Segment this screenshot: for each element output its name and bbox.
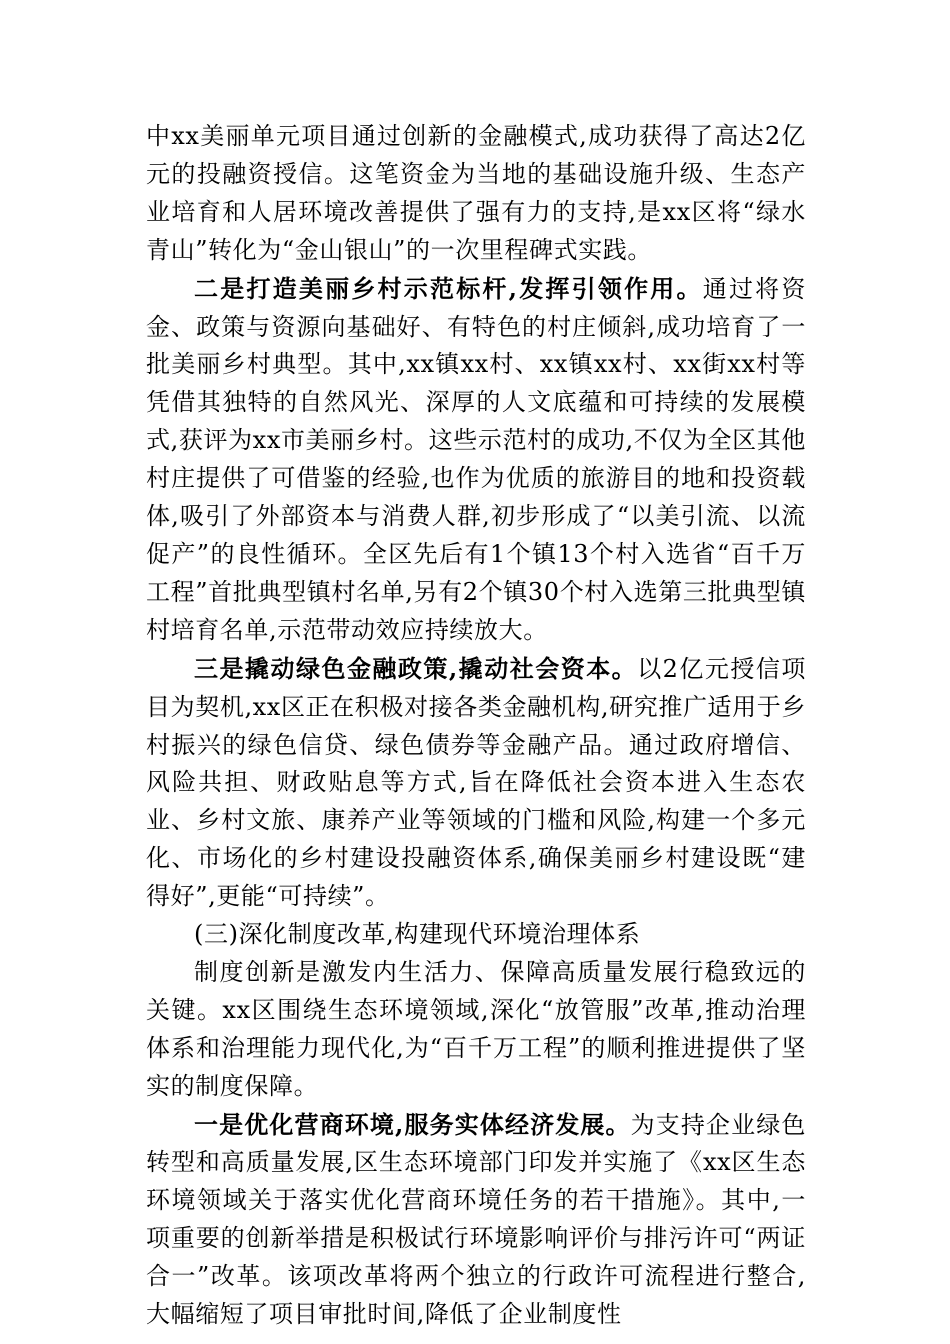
section-heading-text: (三)深化制度改革,构建现代环境治理体系 [194,920,641,949]
paragraph-green-finance [146,650,806,916]
section-heading [146,916,806,954]
paragraph-text: 通过将资金、政策与资源向基础好、有特色的村庄倾斜,成功培育了一批美丽乡村典型。其中,xx镇xx村、xx镇xx村、xx街xx村等凭借其独特的自然风光、深厚的人文底蕴和可持续的发展模式,获评为xx市美丽乡村。这些示范村的成功,不仅为全区其他村庄提供了可借鉴的经验,也作为优质的旅游目的地和投资载体,吸引了外部资本与消费人群,初步形成了“以美引流、以流促产”的良性循环。全区先后有1个镇13个村入选省“百千万工程”首批典型镇村名单,另有2个镇30个村入选第三批典型镇村培育名单,示范带动效应持续放大。 [146,274,806,644]
paragraph-lead-bold: 一是优化营商环境,服务实体经济发展。 [194,1109,631,1139]
paragraph-text: 为支持企业绿色转型和高质量发展,区生态环境部门印发并实施了《xx区生态环境领域关于落实优化营商环境任务的若干措施》。其中,一项重要的创新举措是积极试行环境影响评价与排污许可“两证合一”改革。该项改革将两个独立的行政许可流程进行整合,大幅缩短了项目审批时间,降低了企业制度性 [146,1110,807,1329]
paragraph-continuation [146,118,806,270]
paragraph-text: 以2亿元授信项目为契机,xx区正在积极对接各类金融机构,研究推广适用于乡村振兴的绿色信贷、绿色债券等金融产品。通过政府增信、风险共担、财政贴息等方式,旨在降低社会资本进入生态农业、乡村文旅、康养产业等领域的门槛和风险,构建一个多元化、市场化的乡村建设投融资体系,确保美丽乡村建设既“建得好”,更能“可持续”。 [146,654,806,911]
paragraph-model-villages [146,270,806,650]
document-body [146,118,806,1334]
paragraph-lead-bold: 二是打造美丽乡村示范标杆,发挥引领作用。 [194,273,703,303]
paragraph-institutional-reform [146,954,806,1106]
paragraph-text: 中xx美丽单元项目通过创新的金融模式,成功获得了高达2亿元的投融资授信。这笔资金为当地的基础设施升级、生态产业培育和人居环境改善提供了强有力的支持,是xx区将“绿水青山”转化为“金山银山”的一次里程碑式实践。 [146,122,806,264]
paragraph-text: 制度创新是激发内生活力、保障高质量发展行稳致远的关键。xx区围绕生态环境领域,深化“放管服”改革,推动治理体系和治理能力现代化,为“百千万工程”的顺利推进提供了坚实的制度保障。 [146,957,806,1100]
paragraph-lead-bold: 三是撬动绿色金融政策,撬动社会资本。 [194,653,638,683]
paragraph-business-environment [146,1106,806,1334]
